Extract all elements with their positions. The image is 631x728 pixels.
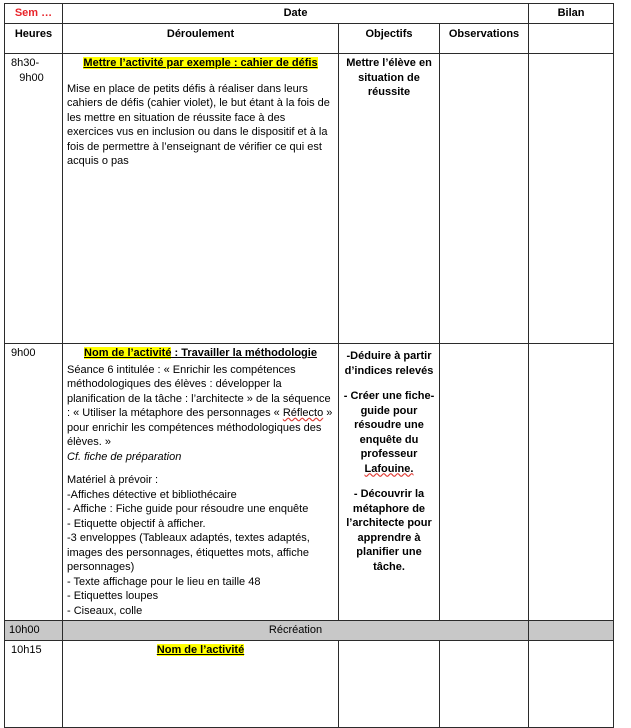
column-header-heures: Heures [5, 24, 63, 54]
table-header-row-columns [5, 24, 614, 54]
table-header-row-top [5, 4, 614, 24]
list-item: - Affiche : Fiche guide pour résoudre une enquête [67, 503, 309, 516]
row-deroulement-cell [63, 54, 339, 344]
table-row [5, 54, 614, 344]
spacer [343, 476, 435, 487]
objectif-item [343, 389, 435, 476]
row-hours-line1: 8h30- [11, 57, 40, 69]
table-row-recreation [5, 621, 614, 641]
row-hours-cell [5, 54, 63, 344]
activity-title-highlight: Nom de l’activité [84, 347, 172, 359]
activity-description [67, 363, 334, 450]
spacer [343, 378, 435, 389]
spacer [67, 464, 334, 473]
planning-table [4, 3, 614, 728]
spellcheck-word-lafouine: Lafouine. [364, 462, 414, 475]
list-item: - Ciseaux, colle [67, 604, 143, 617]
row-observations-cell [440, 641, 529, 728]
objectif-item: - Découvrir la métaphore de l’architecte pour apprendre à planifier une tâche. [346, 488, 432, 573]
row-deroulement-cell [63, 641, 339, 728]
activity-title [67, 56, 334, 71]
row-bilan-cell [529, 344, 614, 621]
material-heading: Matériel à prévoir : [67, 474, 159, 487]
list-item: - Etiquettes loupes [67, 590, 159, 603]
week-label-cell: Sem … [5, 4, 63, 24]
objectif-item-text: - Créer une fiche-guide pour résoudre une enquête du professeur [343, 390, 435, 461]
row-hours-cell: 10h15 [5, 641, 63, 728]
list-item: - Texte affichage pour le lieu en taille 48 [67, 575, 261, 588]
activity-description: Mise en place de petits défis à réaliser dans leurs cahiers de défis (cahier violet), le but étant à la fois de les mettre en situation de réussite face à des exercices vus en inclusion ou dans le dispositif et à la fois de permettre à l’enseignant de vérifier ce qui est acquis o pas [67, 82, 330, 168]
column-header-deroulement: Déroulement [63, 24, 339, 54]
table-row [5, 641, 614, 728]
row-observations-cell [440, 54, 529, 344]
activity-title-rest: : Travailler la méthodologie [171, 347, 317, 359]
list-item: -Affiches détective et bibliothécaire [67, 488, 237, 501]
activity-title [67, 346, 334, 361]
activity-description-text-b: » pour enrichir les compétences méthodologiques des élèves. » [67, 407, 333, 449]
row-bilan-cell [529, 641, 614, 728]
column-header-objectifs: Objectifs [339, 24, 440, 54]
date-header-cell: Date [63, 4, 529, 24]
row-objectifs-cell [339, 344, 440, 621]
row-objectifs-cell: Mettre l’élève en situation de réussite [339, 54, 440, 344]
material-list [67, 488, 334, 619]
row-hours-line2: 9h00 [19, 71, 44, 84]
recreation-label-cell: Récréation [63, 621, 529, 641]
activity-title-highlight: Nom de l’activité [156, 644, 245, 657]
activity-title [67, 643, 334, 658]
row-objectifs-cell [339, 641, 440, 728]
row-bilan-cell [529, 54, 614, 344]
objectif-item: -Déduire à partir d’indices relevés [344, 350, 434, 377]
bilan-header-cell: Bilan [529, 4, 614, 24]
list-item: -3 enveloppes (Tableaux adaptés, textes adaptés, images des personnages, étiquettes mots, affiche personnages) [67, 532, 310, 574]
row-observations-cell [440, 344, 529, 621]
activity-title-highlight: Mettre l’activité par exemple : cahier de défis [83, 57, 318, 69]
row-deroulement-cell [63, 344, 339, 621]
row-bilan-cell [529, 621, 614, 641]
list-item: - Etiquette objectif à afficher. [67, 517, 206, 530]
column-header-bilan-empty [529, 24, 614, 54]
table-row [5, 344, 614, 621]
activity-reference: Cf. fiche de préparation [67, 450, 182, 463]
row-hours-cell: 9h00 [5, 344, 63, 621]
activity-description-text-a: Séance 6 intitulée : « Enrichir les compétences méthodologiques des élèves : développer la planification de la tâche : l’architecte » de la séquence : « Utiliser la métaphore des personnages « [67, 363, 331, 420]
row-hours-cell: 10h00 [5, 621, 63, 641]
column-header-observations: Observations [440, 24, 529, 54]
spellcheck-word-reflecto: Réflecto [282, 407, 324, 420]
